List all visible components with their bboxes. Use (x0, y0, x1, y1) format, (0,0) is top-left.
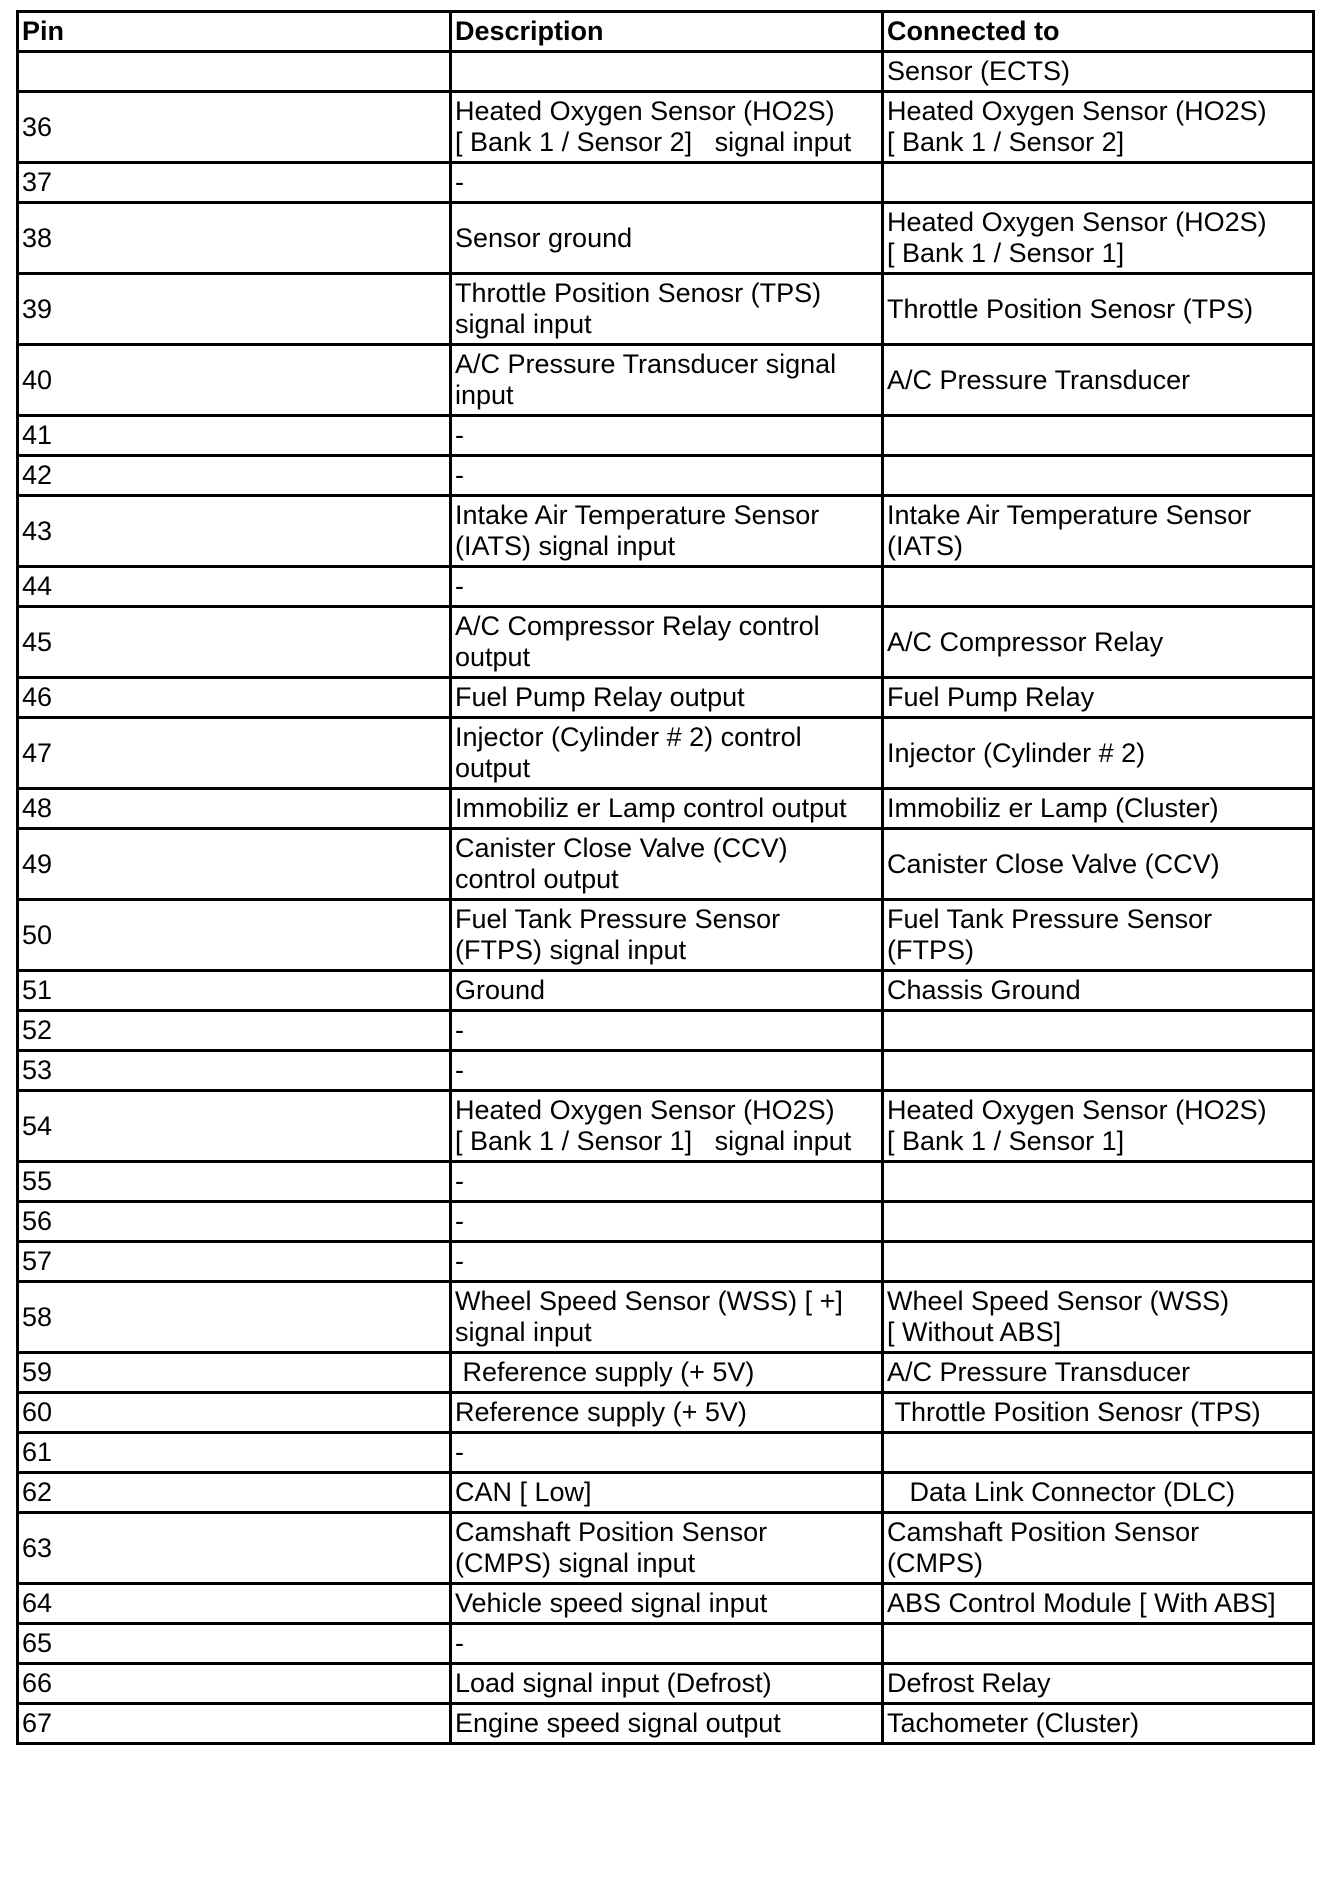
pin-cell: 46 (18, 678, 451, 718)
description-cell: A/C Pressure Transducer signal input (451, 345, 883, 416)
table-row (18, 52, 1314, 92)
header-pin: Pin (18, 12, 451, 52)
description-cell: Intake Air Temperature Sensor (IATS) signal input (451, 496, 883, 567)
description-cell (451, 52, 883, 92)
connected-to-cell: Camshaft Position Sensor (CMPS) (883, 1513, 1314, 1584)
description-cell: - (451, 163, 883, 203)
pin-cell: 53 (18, 1051, 451, 1091)
table-row (18, 456, 1314, 496)
table-row (18, 496, 1314, 567)
pin-cell: 48 (18, 789, 451, 829)
description-cell: Vehicle speed signal input (451, 1584, 883, 1624)
connected-to-cell (883, 1162, 1314, 1202)
connected-to-cell: Sensor (ECTS) (883, 52, 1314, 92)
connected-to-cell (883, 1011, 1314, 1051)
pin-cell: 37 (18, 163, 451, 203)
description-cell: - (451, 1433, 883, 1473)
description-cell: CAN [ Low] (451, 1473, 883, 1513)
connected-to-cell: ABS Control Module [ With ABS] (883, 1584, 1314, 1624)
description-cell: Throttle Position Senosr (TPS) signal input (451, 274, 883, 345)
description-cell: Heated Oxygen Sensor (HO2S) [ Bank 1 / Sensor 1] signal input (451, 1091, 883, 1162)
pin-cell: 45 (18, 607, 451, 678)
description-cell: Wheel Speed Sensor (WSS) [ +] signal input (451, 1282, 883, 1353)
connected-to-cell: Immobiliz er Lamp (Cluster) (883, 789, 1314, 829)
table-row (18, 163, 1314, 203)
description-cell: Immobiliz er Lamp control output (451, 789, 883, 829)
connected-to-cell (883, 163, 1314, 203)
pin-cell: 55 (18, 1162, 451, 1202)
description-cell: Engine speed signal output (451, 1704, 883, 1744)
pin-cell: 47 (18, 718, 451, 789)
description-cell: Heated Oxygen Sensor (HO2S) [ Bank 1 / Sensor 2] signal input (451, 92, 883, 163)
connected-to-cell: Fuel Tank Pressure Sensor (FTPS) (883, 900, 1314, 971)
connected-to-cell: Injector (Cylinder # 2) (883, 718, 1314, 789)
table-row (18, 345, 1314, 416)
table-row (18, 900, 1314, 971)
table-row (18, 1433, 1314, 1473)
table-row (18, 718, 1314, 789)
connected-to-cell: Defrost Relay (883, 1664, 1314, 1704)
pin-cell: 56 (18, 1202, 451, 1242)
table-row (18, 1282, 1314, 1353)
table-body (18, 52, 1314, 1744)
table-row (18, 1584, 1314, 1624)
connected-to-cell: A/C Compressor Relay (883, 607, 1314, 678)
pin-cell: 66 (18, 1664, 451, 1704)
connected-to-cell: Tachometer (Cluster) (883, 1704, 1314, 1744)
table-header-row (18, 12, 1314, 52)
description-cell: - (451, 456, 883, 496)
description-cell: - (451, 1624, 883, 1664)
connected-to-cell: Throttle Position Senosr (TPS) (883, 1393, 1314, 1433)
connected-to-cell: Wheel Speed Sensor (WSS) [ Without ABS] (883, 1282, 1314, 1353)
table-row (18, 789, 1314, 829)
table-row (18, 1051, 1314, 1091)
connected-to-cell (883, 416, 1314, 456)
pin-cell: 64 (18, 1584, 451, 1624)
connected-to-cell: Throttle Position Senosr (TPS) (883, 274, 1314, 345)
description-cell: - (451, 1202, 883, 1242)
pin-cell: 49 (18, 829, 451, 900)
description-cell: Fuel Pump Relay output (451, 678, 883, 718)
description-cell: Camshaft Position Sensor (CMPS) signal input (451, 1513, 883, 1584)
description-cell: - (451, 416, 883, 456)
pin-cell: 61 (18, 1433, 451, 1473)
table-row (18, 829, 1314, 900)
pin-cell: 65 (18, 1624, 451, 1664)
pin-cell: 50 (18, 900, 451, 971)
description-cell: Load signal input (Defrost) (451, 1664, 883, 1704)
table-row (18, 971, 1314, 1011)
pin-cell: 63 (18, 1513, 451, 1584)
pin-cell: 36 (18, 92, 451, 163)
table-row (18, 1624, 1314, 1664)
description-cell: Ground (451, 971, 883, 1011)
connected-to-cell: Intake Air Temperature Sensor (IATS) (883, 496, 1314, 567)
connected-to-cell: Chassis Ground (883, 971, 1314, 1011)
connected-to-cell: Canister Close Valve (CCV) (883, 829, 1314, 900)
table-row (18, 274, 1314, 345)
connected-to-cell (883, 1051, 1314, 1091)
pin-cell: 51 (18, 971, 451, 1011)
table-row (18, 1202, 1314, 1242)
description-cell: Reference supply (+ 5V) (451, 1393, 883, 1433)
pin-table (16, 10, 1315, 1745)
description-cell: - (451, 1051, 883, 1091)
connected-to-cell (883, 1433, 1314, 1473)
pin-cell: 38 (18, 203, 451, 274)
connected-to-cell: Heated Oxygen Sensor (HO2S) [ Bank 1 / Sensor 1] (883, 1091, 1314, 1162)
connected-to-cell: A/C Pressure Transducer (883, 345, 1314, 416)
pin-cell: 52 (18, 1011, 451, 1051)
pin-cell: 54 (18, 1091, 451, 1162)
pin-cell: 39 (18, 274, 451, 345)
header-connected-to: Connected to (883, 12, 1314, 52)
connected-to-cell: Fuel Pump Relay (883, 678, 1314, 718)
connected-to-cell (883, 567, 1314, 607)
table-row (18, 1473, 1314, 1513)
pin-cell: 40 (18, 345, 451, 416)
table-row (18, 416, 1314, 456)
table-row (18, 92, 1314, 163)
pin-cell: 43 (18, 496, 451, 567)
pin-cell (18, 52, 451, 92)
table-row (18, 1011, 1314, 1051)
description-cell: - (451, 1242, 883, 1282)
table-row (18, 203, 1314, 274)
table-row (18, 1242, 1314, 1282)
pin-cell: 58 (18, 1282, 451, 1353)
pin-cell: 44 (18, 567, 451, 607)
table-row (18, 1664, 1314, 1704)
description-cell: - (451, 1162, 883, 1202)
pin-cell: 60 (18, 1393, 451, 1433)
connected-to-cell: A/C Pressure Transducer (883, 1353, 1314, 1393)
pin-cell: 57 (18, 1242, 451, 1282)
header-description: Description (451, 12, 883, 52)
description-cell: Injector (Cylinder # 2) control output (451, 718, 883, 789)
connected-to-cell: Heated Oxygen Sensor (HO2S) [ Bank 1 / Sensor 2] (883, 92, 1314, 163)
connected-to-cell (883, 1242, 1314, 1282)
table-row (18, 1704, 1314, 1744)
description-cell: Canister Close Valve (CCV) control output (451, 829, 883, 900)
description-cell: Fuel Tank Pressure Sensor (FTPS) signal input (451, 900, 883, 971)
connected-to-cell (883, 456, 1314, 496)
pin-cell: 59 (18, 1353, 451, 1393)
table-row (18, 1393, 1314, 1433)
description-cell: A/C Compressor Relay control output (451, 607, 883, 678)
connected-to-cell: Data Link Connector (DLC) (883, 1473, 1314, 1513)
table-row (18, 1353, 1314, 1393)
description-cell: Reference supply (+ 5V) (451, 1353, 883, 1393)
description-cell: Sensor ground (451, 203, 883, 274)
table-row (18, 567, 1314, 607)
table-row (18, 607, 1314, 678)
connected-to-cell (883, 1202, 1314, 1242)
description-cell: - (451, 567, 883, 607)
pin-cell: 41 (18, 416, 451, 456)
pin-cell: 62 (18, 1473, 451, 1513)
table-row (18, 1162, 1314, 1202)
pin-cell: 42 (18, 456, 451, 496)
connected-to-cell (883, 1624, 1314, 1664)
table-row (18, 1513, 1314, 1584)
connected-to-cell: Heated Oxygen Sensor (HO2S) [ Bank 1 / Sensor 1] (883, 203, 1314, 274)
table-row (18, 1091, 1314, 1162)
description-cell: - (451, 1011, 883, 1051)
table-row (18, 678, 1314, 718)
pin-cell: 67 (18, 1704, 451, 1744)
